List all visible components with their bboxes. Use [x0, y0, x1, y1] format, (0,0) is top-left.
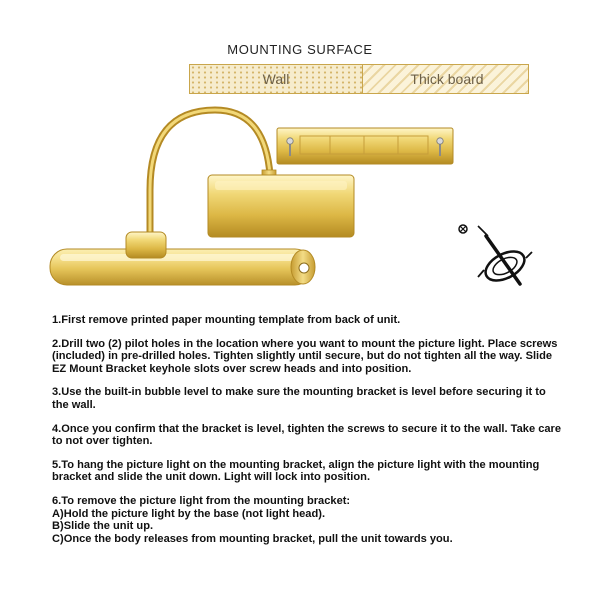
step-6-c: C)Once the body releases from mounting bracket, pull the unit towards you. [52, 532, 453, 545]
bubble-level-icon [478, 246, 532, 287]
instruction-step-4: 4.Once you confirm that the bracket is level, tighten the screws to secure it to the wall. Take care to not over tighten. [52, 422, 562, 448]
step-6-intro: 6.To remove the picture light from the mounting bracket: [52, 494, 351, 507]
mounting-bracket [277, 128, 453, 164]
instruction-step-2: 2.Drill two (2) pilot holes in the location where you want to mount the picture light. Place screws (included) in pre-drilled holes. Tighten slightly until secure, but do not tighten all the way. Slide EZ Mount Bracket keyhole slots over screw heads and into position. [52, 337, 558, 375]
instructions-block [52, 314, 562, 556]
step-6-a: A)Hold the picture light by the base (not light head). [52, 507, 326, 520]
step-6-b: B)Slide the unit up. [52, 520, 154, 533]
instruction-step-5: 5.To hang the picture light on the mounting bracket, align the picture light with the mounting bracket and slide the unit down. Light will lock into position. [52, 458, 540, 484]
instruction-step-1: 1.First remove printed paper mounting template from back of unit. [52, 314, 401, 326]
instruction-step-6 [52, 495, 562, 545]
instruction-step-3: 3.Use the built-in bubble level to make sure the mounting bracket is level before securing it to the wall. [52, 386, 546, 411]
thick-board-label: Thick board [410, 71, 484, 87]
wall-label: Wall [262, 71, 290, 87]
mounting-surface-title: MOUNTING SURFACE [227, 42, 373, 57]
